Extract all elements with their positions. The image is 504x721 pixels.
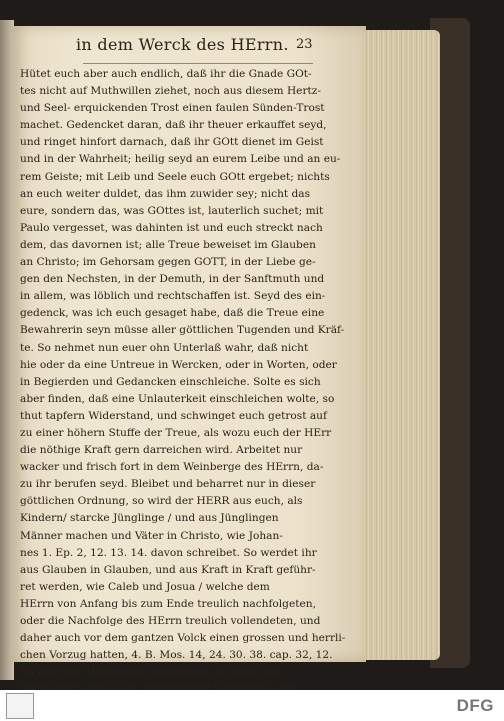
- text-line: aus Glauben in Glauben, und aus Kraft in Kraft geführ-: [20, 563, 316, 576]
- text-line: daher auch vor dem gantzen Volck einen grossen und herrli-: [20, 632, 346, 645]
- text-line: an Christo; im Gehorsam gegen GOTT, in der Liebe ge-: [20, 256, 316, 269]
- text-line: Kindern/ starcke Jünglinge / und aus Jünglingen: [20, 512, 279, 525]
- text-line: chen Vorzug hatten, 4. B. Mos. 14, 24. 30. 38. cap. 32, 12.: [20, 649, 333, 662]
- text-line: an euch weiter duldet, das ihm zuwider sey; nicht das: [20, 187, 311, 200]
- header-rule: [83, 63, 313, 64]
- text-line: oder die Nachfolge des HErrn treulich vollendeten, und: [20, 615, 321, 627]
- text-line: So wird der HERR euer inwendiges je mehr und: [20, 666, 280, 679]
- text-line: aber finden, daß eine Unlauterkeit einschleichen wolte, so: [20, 392, 335, 405]
- text-line: gedenck, was ich euch gesaget habe, daß die Treue eine: [20, 307, 325, 320]
- library-logo-icon: [6, 693, 34, 719]
- text-line: te. So nehmet nun euer ohn Unterlaß wahr, daß nicht: [20, 341, 309, 354]
- text-line: in Begierden und Gedancken einschleiche. Solte es sich: [20, 375, 321, 388]
- text-line: ret werden, wie Caleb und Josua / welche dem: [20, 580, 270, 593]
- text-line: dem, das davornen ist; alle Treue beweiset im Glauben: [20, 238, 316, 251]
- text-line: HErrn von Anfang bis zum Ende treulich nachfolgeten,: [20, 597, 316, 610]
- text-line: und Seel- erquickenden Trost einen faulen Sünden-Trost: [20, 102, 325, 115]
- text-line: Männer machen und Väter in Christo, wie Johan-: [20, 529, 283, 542]
- text-line: gen den Nechsten, in der Demuth, in der Sanftmuth und: [20, 273, 325, 286]
- text-line: in allem, was löblich und rechtschaffen ist. Seyd des ein-: [20, 290, 326, 303]
- text-line: und ringet hinfort darnach, daß ihr GOtt dienet im Geist: [20, 136, 324, 149]
- text-line: eure, sondern das, was GOttes ist, lauterlich suchet; mit: [20, 204, 324, 217]
- dfg-logo: DFG: [456, 696, 494, 715]
- page-header: [76, 35, 346, 65]
- text-line: Bewahrerin seyn müsse aller göttlichen Tugenden und Kräf-: [20, 324, 345, 337]
- body-text: [20, 66, 346, 716]
- text-line: rem Geiste; mit Leib und Seele euch GOtt ergebet; nichts: [20, 170, 330, 183]
- text-line: hie oder da eine Untreue in Wercken, oder in Worten, oder: [20, 358, 337, 371]
- text-line: zu einer höhern Stuffe der Treue, als wozu euch der HErr: [20, 426, 332, 439]
- text-line: Hütet euch aber auch endlich, daß ihr die Gnade GOt-: [20, 68, 312, 80]
- text-line: machet. Gedencket daran, daß ihr theuer erkauffet seyd,: [20, 119, 327, 132]
- page-stack-edges: [360, 30, 440, 660]
- text-line: göttlichen Ordnung, so wird der HERR aus euch, als: [20, 495, 303, 508]
- viewer-footer: [0, 690, 504, 721]
- text-line: nes 1. Ep. 2, 12. 13. 14. davon schreibet. So werdet ihr: [20, 546, 317, 559]
- text-line: die nöthige Kraft gern darreichen wird. Arbeitet nur: [20, 444, 303, 457]
- running-head: in dem Werck des HErrn.: [76, 35, 289, 54]
- text-line: und in der Wahrheit; heilig seyd an eurem Leibe und an eu-: [20, 153, 341, 166]
- text-line: wacker und frisch fort in dem Weinberge des HErrn, da-: [20, 461, 324, 474]
- text-line: Paulo vergesset, was dahinten ist und euch streckt nach: [20, 221, 323, 234]
- text-line: tes nicht auf Muthwillen ziehet, noch aus diesem Hertz-: [20, 85, 321, 98]
- page-number: 23: [296, 37, 313, 52]
- text-line: thut tapfern Widerstand, und schwinget euch getrost auf: [20, 409, 327, 422]
- text-line: zu ihr berufen seyd. Bleibet und beharret nur in dieser: [20, 478, 316, 491]
